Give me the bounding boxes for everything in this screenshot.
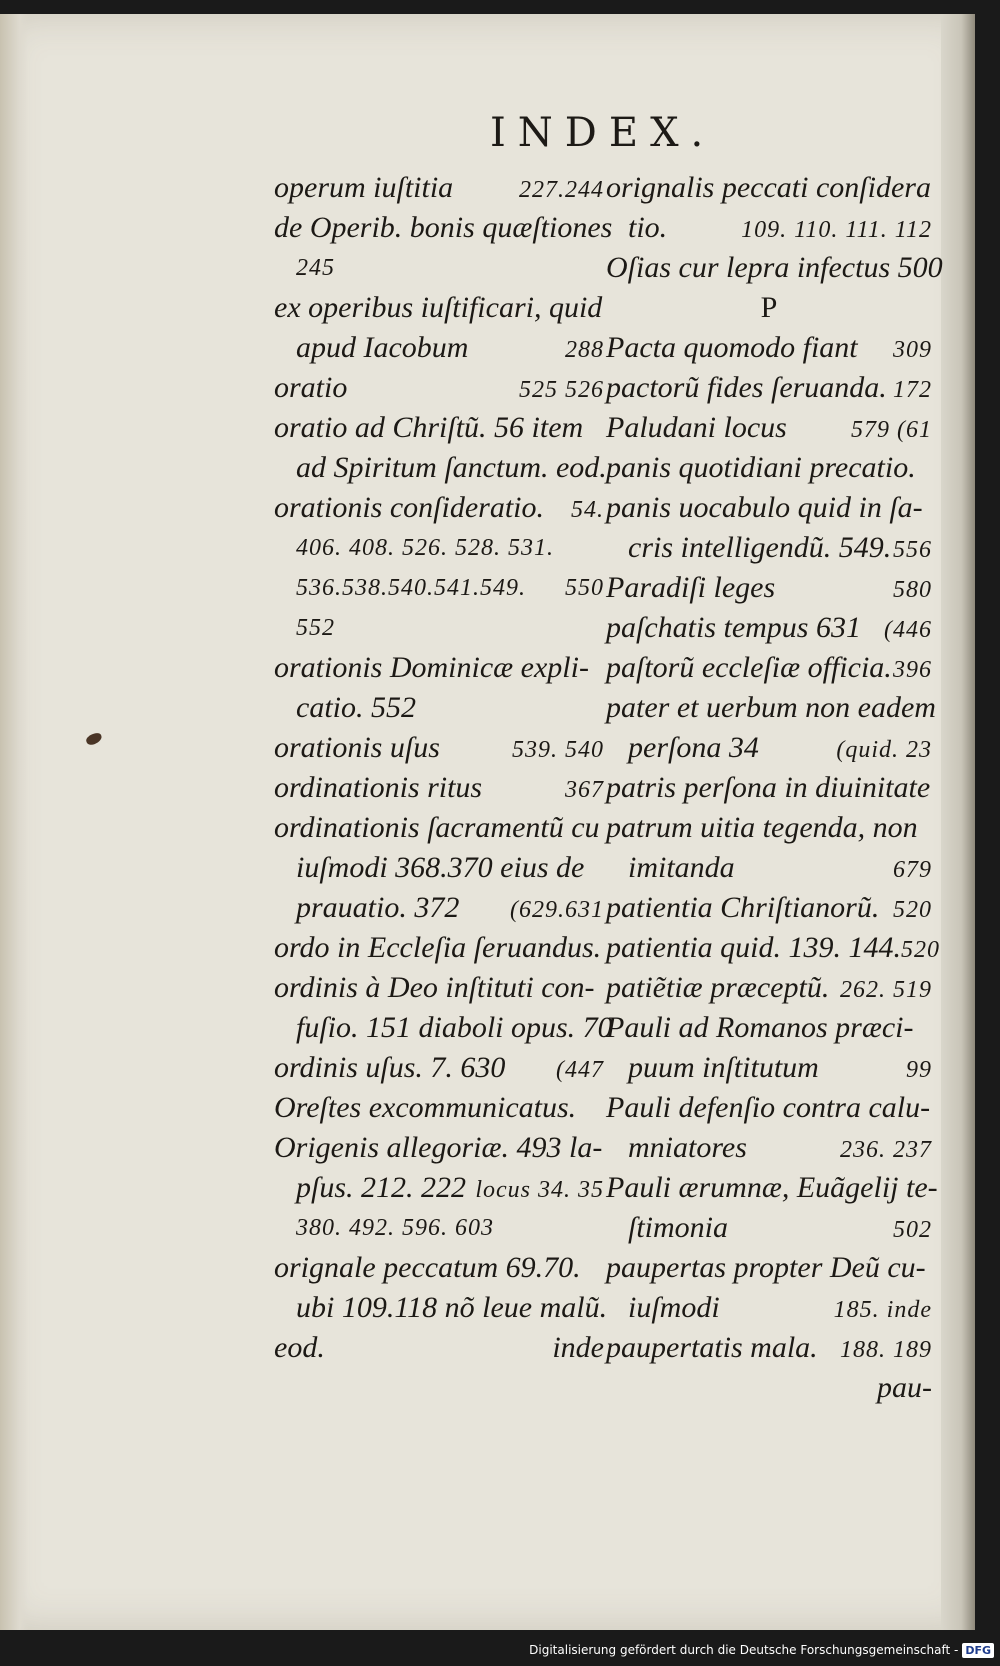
index-entry: 536.538.540.541.549. 550 bbox=[296, 575, 604, 601]
index-entry: pactorũ fides ſeruanda. 172 bbox=[606, 371, 932, 404]
index-entry: Origenis allegoriæ. 493 la- bbox=[274, 1131, 603, 1164]
index-entry: pater et uerbum non eadem bbox=[606, 691, 936, 724]
index-entry: tio. 109. 110. 111. 112 bbox=[628, 211, 932, 244]
index-entry: ex operibus iuſtificari, quid bbox=[274, 291, 603, 324]
index-entry: ordinationis ſacramentũ cu bbox=[274, 811, 600, 844]
index-entry: catio. 552 bbox=[296, 691, 416, 724]
index-entry: paſchatis tempus 631 (446 bbox=[606, 611, 932, 644]
index-entry: 380. 492. 596. 603 bbox=[296, 1215, 494, 1241]
index-entry: orationis conſideratio. 54. bbox=[274, 491, 604, 524]
index-entry: de Operib. bonis quæſtiones bbox=[274, 211, 613, 244]
index-entry: patientia quid. 139. 144. 520 bbox=[606, 931, 940, 964]
ink-blot bbox=[85, 732, 103, 747]
running-head: INDEX. bbox=[490, 110, 716, 156]
dfg-logo[interactable]: DFG bbox=[962, 1643, 994, 1658]
index-column-right bbox=[606, 168, 943, 1408]
index-entry: prauatio. 372 (629.631 bbox=[296, 891, 604, 924]
funding-credit: Digitalisierung gefördert durch die Deutsche Forschungsgemeinschaft - bbox=[529, 1643, 959, 1657]
index-entry: Paradiſi leges 580 bbox=[606, 571, 932, 604]
book-page bbox=[0, 14, 975, 1630]
index-entry: 406. 408. 526. 528. 531. bbox=[296, 535, 554, 561]
page-spine-shadow bbox=[941, 14, 975, 1630]
index-entry: perſona 34 (quid. 23 bbox=[628, 731, 932, 764]
index-entry: orationis uſus 539. 540 bbox=[274, 731, 604, 764]
index-entry: patris perſona in diuinitate bbox=[606, 771, 931, 804]
index-entry: iuſmodi 185. inde bbox=[628, 1291, 932, 1324]
index-entry: ordo in Eccleſia ſeruandus. bbox=[274, 931, 602, 964]
index-entry: cris intelligendũ. 549. 556 bbox=[628, 531, 932, 564]
index-entry: imitanda 679 bbox=[628, 851, 932, 884]
index-entry: Oreſtes excommunicatus. bbox=[274, 1091, 577, 1124]
index-entry: paſtorũ eccleſiæ officia. 396 bbox=[606, 651, 932, 684]
index-entry: ad Spiritum ſanctum. eod. bbox=[296, 451, 607, 484]
index-entry: Pacta quomodo fiant 309 bbox=[606, 331, 932, 364]
index-entry: paupertas propter Deũ cu- bbox=[606, 1251, 926, 1284]
index-entry: iuſmodi 368.370 eius de bbox=[296, 851, 585, 884]
index-entry: mniatores 236. 237 bbox=[628, 1131, 932, 1164]
index-entry: orignale peccatum 69.70. bbox=[274, 1251, 581, 1284]
index-entry: 245 bbox=[296, 255, 335, 281]
index-entry: ordinationis ritus 367 bbox=[274, 771, 604, 804]
index-entry: Paludani locus 579 (61 bbox=[606, 411, 932, 444]
index-entry: ubi 109.118 nõ leue malũ. bbox=[296, 1291, 608, 1324]
section-letter: P bbox=[760, 291, 778, 324]
index-entry: oratio ad Chriſtũ. 56 item bbox=[274, 411, 584, 444]
index-entry: operum iuſtitia 227.244 bbox=[274, 171, 604, 204]
index-column-left bbox=[274, 168, 613, 1368]
index-entry: apud Iacobum 288 bbox=[296, 331, 604, 364]
digitization-footer bbox=[529, 1640, 994, 1660]
index-entry: panis uocabulo quid in ſa- bbox=[606, 491, 923, 524]
index-entry: Pauli ærumnæ, Euãgelij te- bbox=[606, 1171, 938, 1204]
index-entry: patrum uitia tegenda, non bbox=[606, 811, 918, 844]
index-entry: 552 bbox=[296, 615, 335, 641]
index-entry: ordinis à Deo inſtituti con- bbox=[274, 971, 595, 1004]
page-left-edge bbox=[0, 14, 28, 1630]
index-entry: oratio 525 526 bbox=[274, 371, 604, 404]
index-entry: fuſio. 151 diaboli opus. 70 bbox=[296, 1011, 613, 1044]
index-entry: Pauli ad Romanos præci- bbox=[606, 1011, 914, 1044]
index-entry: ſtimonia 502 bbox=[628, 1211, 932, 1244]
index-entry: orignalis peccati conſidera bbox=[606, 171, 931, 204]
index-entry: panis quotidiani precatio. bbox=[606, 451, 916, 484]
index-entry: patiẽtiæ præceptũ. 262. 519 bbox=[606, 971, 932, 1004]
index-entry: puum inſtitutum 99 bbox=[628, 1051, 932, 1084]
index-entry: pſus. 212. 222 locus 34. 35 bbox=[296, 1171, 604, 1204]
index-entry: ordinis uſus. 7. 630 (447 bbox=[274, 1051, 604, 1084]
index-entry: Oſias cur lepra infectus 500 bbox=[606, 251, 943, 284]
catchword: pau- bbox=[877, 1371, 932, 1404]
index-entry: Pauli defenſio contra calu- bbox=[606, 1091, 931, 1124]
index-entry: eod. inde bbox=[274, 1331, 604, 1364]
index-entry: paupertatis mala. 188. 189 bbox=[606, 1331, 932, 1364]
index-entry: patientia Chriſtianorũ. 520 bbox=[606, 891, 932, 924]
index-entry: orationis Dominicæ expli- bbox=[274, 651, 589, 684]
